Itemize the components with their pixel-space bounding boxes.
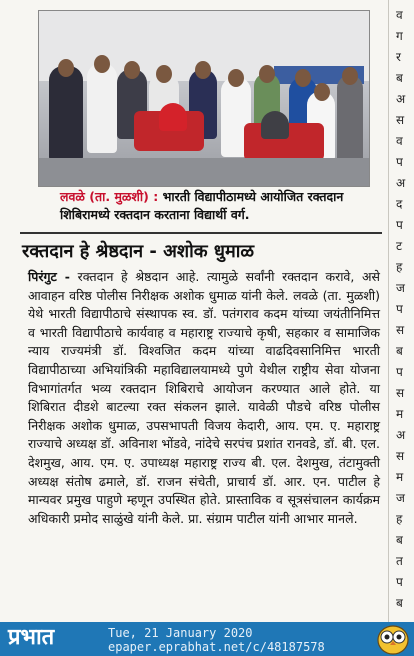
photo-caption bbox=[60, 188, 380, 224]
fragment-glyph: र bbox=[396, 50, 401, 64]
fragment-glyph: ब bbox=[396, 533, 403, 547]
fragment-glyph: प bbox=[396, 155, 403, 169]
fragment-glyph: प bbox=[396, 575, 403, 589]
fragment-glyph: प bbox=[396, 365, 403, 379]
fragment-glyph: स bbox=[396, 113, 405, 127]
prabhat-logo[interactable]: प्रभात bbox=[8, 624, 55, 650]
fragment-glyph: प bbox=[396, 218, 403, 232]
fragment-glyph: द bbox=[396, 197, 403, 211]
fragment-glyph: स bbox=[396, 323, 405, 337]
caption-text: भारती विद्यापीठामध्ये आयोजित रक्तदान शिबिरामध्ये रक्तदान करताना विद्यार्थी वर्ग. bbox=[60, 189, 344, 222]
fragment-glyph: ब bbox=[396, 71, 403, 85]
fragment-glyph: ह bbox=[396, 260, 403, 274]
fragment-glyph: व bbox=[396, 8, 403, 22]
adjacent-column-fragment bbox=[392, 0, 414, 622]
fragment-glyph: अ bbox=[396, 428, 406, 442]
blood-donation-photo bbox=[38, 10, 370, 187]
fragment-glyph: अ bbox=[396, 176, 406, 190]
fragment-glyph: ट bbox=[396, 239, 403, 253]
article-headline: रक्तदान हे श्रेष्ठदान - अशोक धुमाळ bbox=[22, 241, 255, 262]
fragment-glyph: ग bbox=[396, 29, 403, 43]
epaper-url[interactable]: epaper.eprabhat.net/c/48187578 bbox=[108, 640, 325, 654]
section-divider bbox=[20, 232, 382, 234]
fragment-glyph: त bbox=[396, 554, 403, 568]
fragment-glyph: व bbox=[396, 134, 403, 148]
owl-icon[interactable] bbox=[376, 623, 410, 655]
caption-place: लवळे (ता. मुळशी) : bbox=[60, 189, 159, 204]
fragment-glyph: म bbox=[396, 470, 404, 484]
article-body bbox=[28, 268, 380, 528]
article-dateline: पिरंगुट - bbox=[28, 269, 70, 284]
epaper-footer bbox=[0, 622, 414, 656]
fragment-glyph: ज bbox=[396, 491, 405, 505]
fragment-glyph: ज bbox=[396, 281, 405, 295]
fragment-glyph: ब bbox=[396, 344, 403, 358]
fragment-glyph: म bbox=[396, 407, 404, 421]
fragment-glyph: अ bbox=[396, 92, 406, 106]
article-text: रक्तदान हे श्रेष्ठदान आहे. त्यामुळे सर्वांनी रक्तदान करावे, असे आवाहन वरिष्ठ पोलीस निरीक्षक अशोक धुमाळ यांनी केले. लवळे (ता. मुळशी) येथे भारती विद्यापीठाचे संस्थापक स्व. डॉ. पतंगराव कदम यांच्या जयंतीनिमित्त व भारती विद्यापीठाचे कार्यवाह व महाराष्ट्र राज्याचे कृषी, सहकार व सामाजिक न्याय राज्यमंत्री डॉ. विश्वजित कदम यांच्या वाढदिवसानिमित्त भारती विद्यापीठाच्या अभियांत्रिकी महाविद्यालयामध्ये पुणे येथील राष्ट्रीय सेवा योजना विभागांतर्गत भव्य रक्तदान शिबिराचे आयोजन करण्यात आले होते. या शिबिरात दीडशे बाटल्या रक्त संकलन झाले. यावेळी पौडचे वरिष्ठ पोलीस निरीक्षक अशोक धुमाळ, उपसभापती विजय केदारी, आय. एम. ए. महाराष्ट्र राज्याचे अध्यक्ष डॉ. अविनाश भोंडवे, नांदेचे सरपंच प्रशांत रानवडे, डॉ. बी. एल. देशमुख, आय. एम. ए. उपाध्यक्ष महाराष्ट्र राज्य बी. एल. देशमुख, तंटामुक्ती अध्यक्ष संतोष ढमाले, डॉ. राजन संचेती, प्राचार्य डॉ. आर. एन. पाटील हे मान्यवर प्रमुख पाहुणे म्हणून उपस्थित होते. प्रास्ताविक व सूत्रसंचालन कार्यक्रम अधिकारी प्रमोद साळुंखे यांनी केले. प्रा. संग्राम पाटील यांनी आभार मानले. bbox=[28, 269, 380, 526]
column-rule bbox=[388, 0, 389, 622]
fragment-glyph: ब bbox=[396, 596, 403, 610]
fragment-glyph: स bbox=[396, 386, 405, 400]
edition-date: Tue, 21 January 2020 bbox=[108, 626, 253, 640]
fragment-glyph: ह bbox=[396, 512, 403, 526]
fragment-glyph: स bbox=[396, 449, 405, 463]
fragment-glyph: प bbox=[396, 302, 403, 316]
